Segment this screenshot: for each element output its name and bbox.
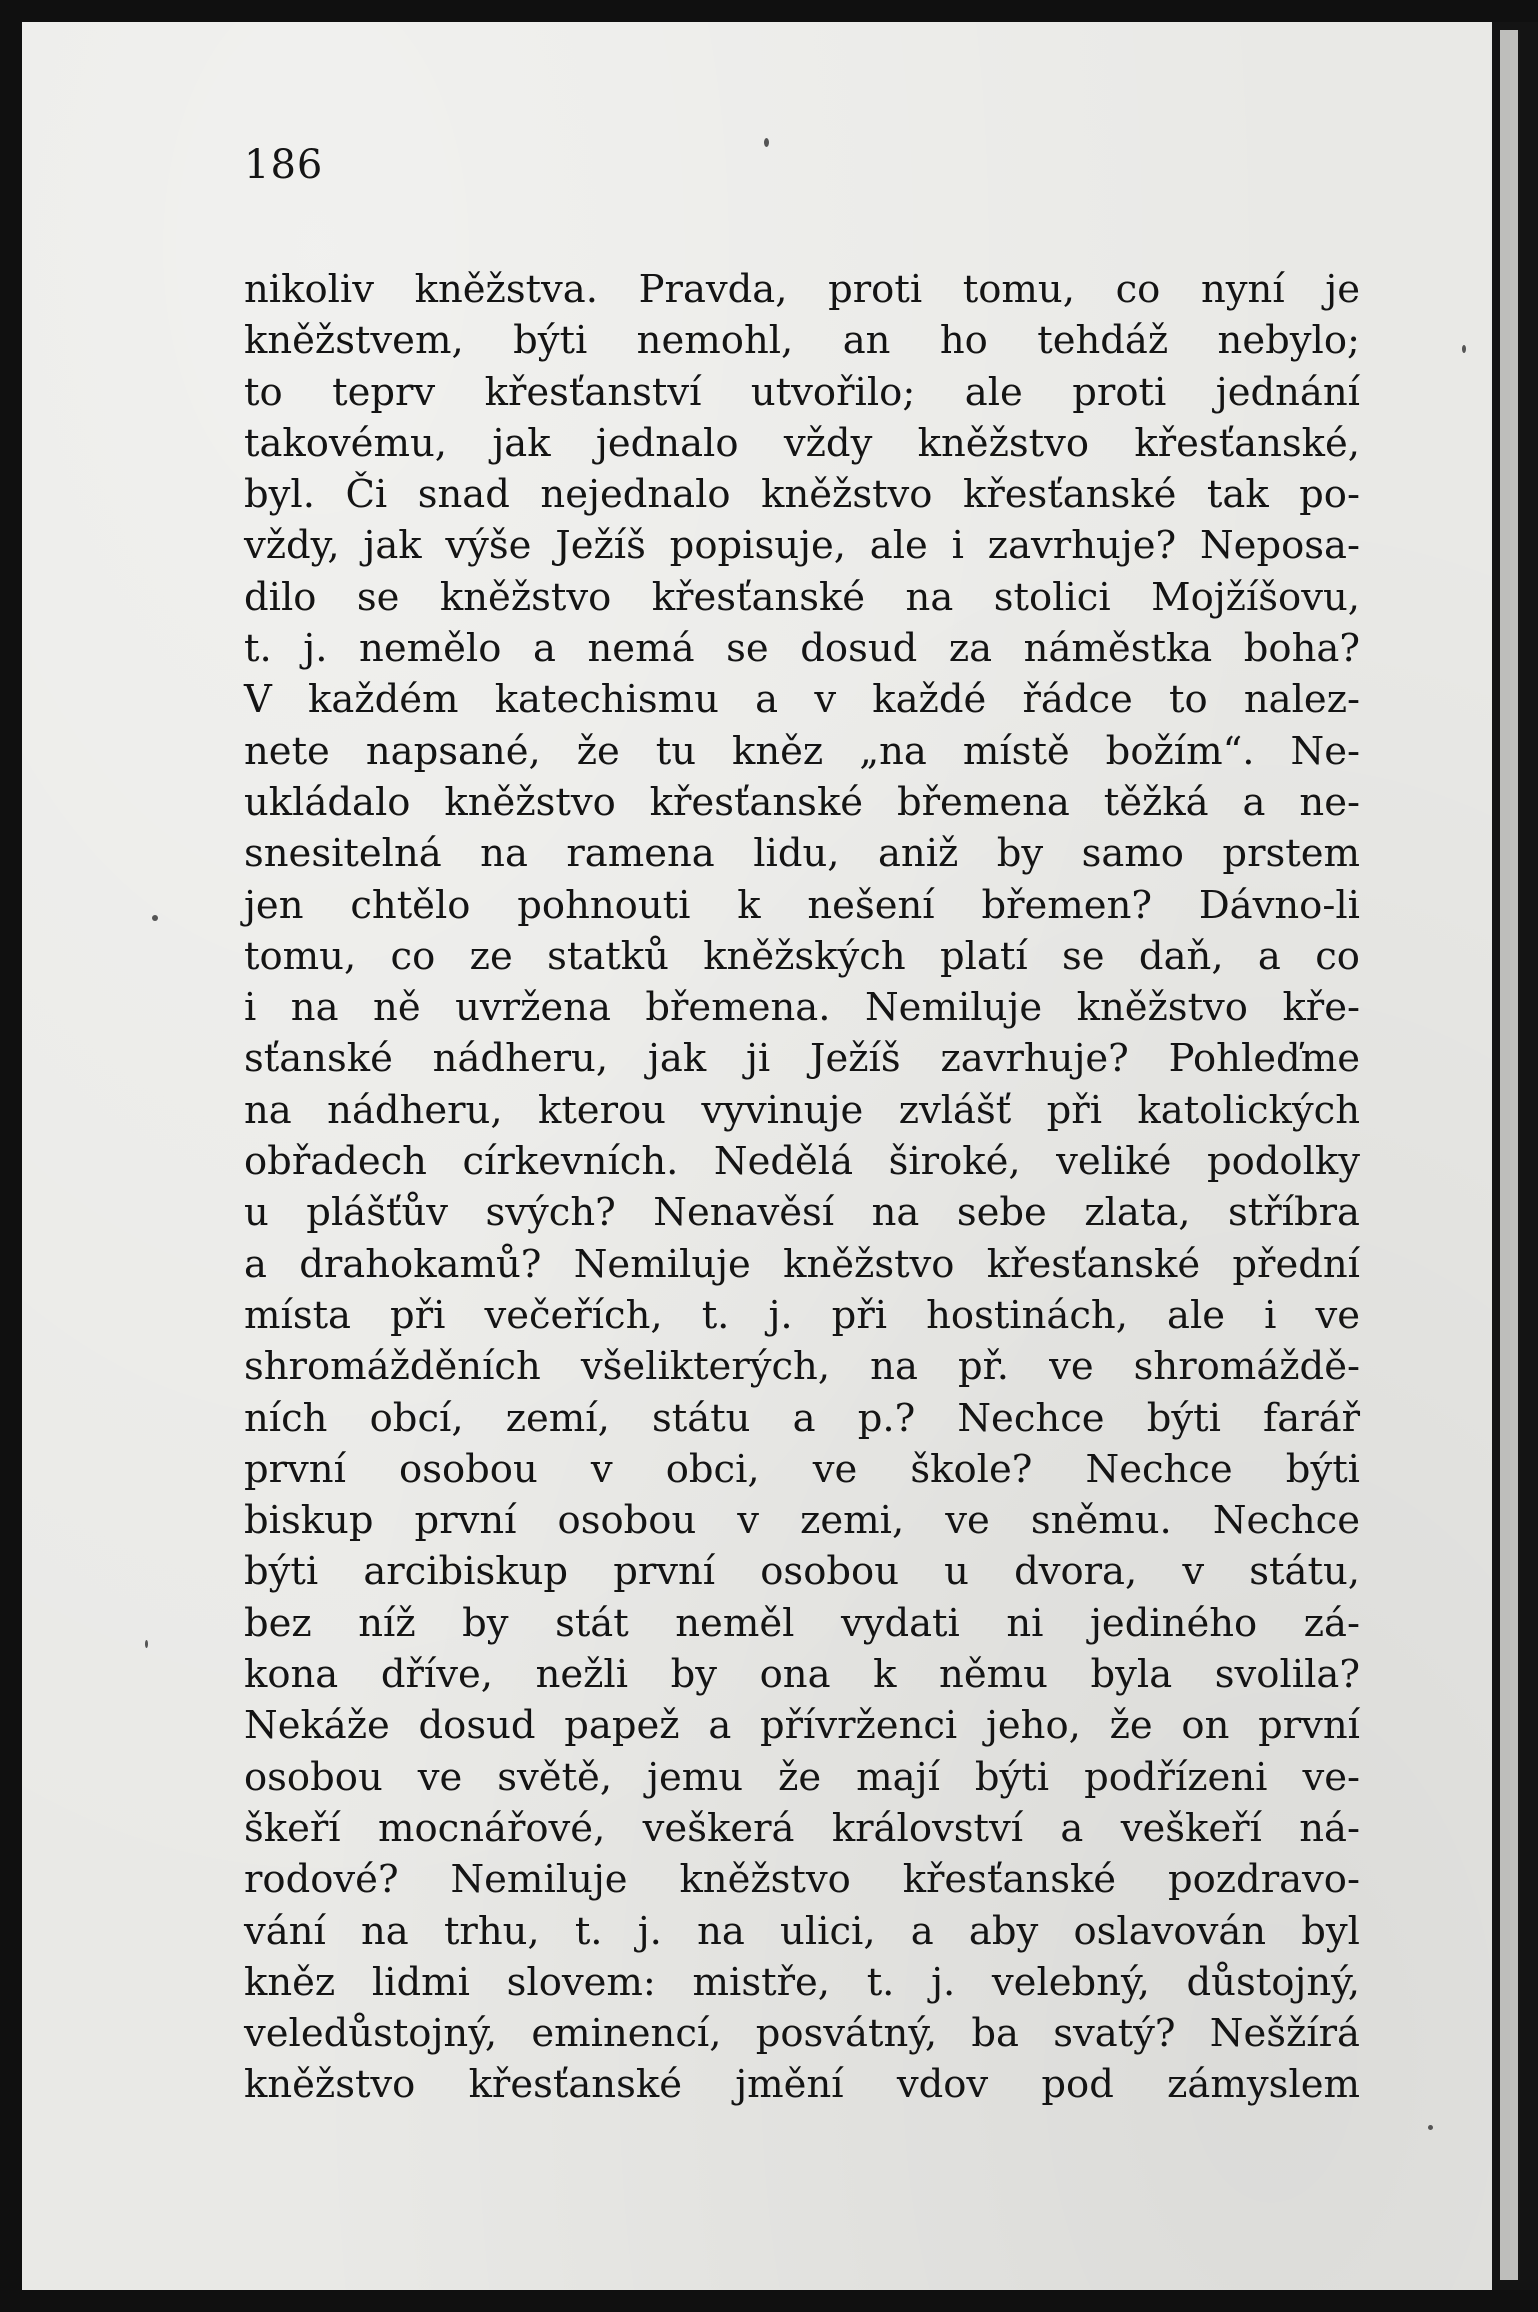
text-line: kněžstvo křesťanské jmění vdov pod zámyslem	[244, 2062, 1360, 2108]
text-line: jen chtělo pohnouti k nešení břemen? Dávno-li	[244, 882, 1360, 928]
text-line: rodové? Nemiluje kněžstvo křesťanské pozdravo-	[244, 1857, 1360, 1903]
text-line: první osobou v obci, ve škole? Nechce býti	[244, 1446, 1360, 1492]
text-line: i na ně uvržena břemena. Nemiluje kněžstvo kře-	[244, 985, 1360, 1031]
text-line: místa při večeřích, t. j. při hostinách, ale i ve	[244, 1292, 1360, 1338]
text-line: byl. Či snad nejednalo kněžstvo křesťanské tak po-	[244, 472, 1360, 518]
paper-speck	[145, 1640, 148, 1648]
text-line: ních obcí, zemí, státu a p.? Nechce býti farář	[244, 1395, 1360, 1441]
text-line: to teprv křesťanství utvořilo; ale proti jednání	[244, 369, 1360, 415]
paper-speck	[1428, 2125, 1433, 2130]
text-line: na nádheru, kterou vyvinuje zvlášť při katolických	[244, 1087, 1360, 1133]
adjacent-page-strip	[1500, 30, 1518, 2280]
text-line: škeří mocnářové, veškerá království a veškeří ná-	[244, 1805, 1360, 1851]
text-line: vání na trhu, t. j. na ulici, a aby oslavován byl	[244, 1908, 1360, 1954]
text-line: bez níž by stát neměl vydati ni jediného zá-	[244, 1600, 1360, 1646]
text-line: Nekáže dosud papež a přívrženci jeho, že on první	[244, 1703, 1360, 1749]
text-line: shromážděních všelikterých, na př. ve shromáždě-	[244, 1344, 1360, 1390]
text-line: obřadech církevních. Nedělá široké, veliké podolky	[244, 1139, 1360, 1185]
text-line: a drahokamů? Nemiluje kněžstvo křesťanské přední	[244, 1241, 1360, 1287]
text-line: kona dříve, nežli by ona k němu byla svolila?	[244, 1652, 1360, 1698]
text-line: dilo se kněžstvo křesťanské na stolici Mojžíšovu,	[244, 574, 1360, 620]
text-line: veledůstojný, eminencí, posvátný, ba svatý? Nešžírá	[244, 2011, 1360, 2057]
page-number: 186	[244, 142, 324, 188]
body-text	[244, 264, 1360, 2111]
text-line: ukládalo kněžstvo křesťanské břemena těžká a ne-	[244, 779, 1360, 825]
text-line: nete napsané, že tu kněz „na místě božím“. Ne-	[244, 728, 1360, 774]
text-line: býti arcibiskup první osobou u dvora, v státu,	[244, 1549, 1360, 1595]
paper-speck	[152, 915, 158, 921]
text-line: kněžstvem, býti nemohl, an ho tehdáž nebylo;	[244, 318, 1360, 364]
paper-speck	[1462, 345, 1466, 353]
text-line: V každém katechismu a v každé řádce to nalez-	[244, 677, 1360, 723]
text-line: sťanské nádheru, jak ji Ježíš zavrhuje? Pohleďme	[244, 1036, 1360, 1082]
text-line: tomu, co ze statků kněžských platí se daň, a co	[244, 933, 1360, 979]
text-line: u plášťův svých? Nenavěsí na sebe zlata, stříbra	[244, 1190, 1360, 1236]
text-line: takovému, jak jednalo vždy kněžstvo křesťanské,	[244, 420, 1360, 466]
text-line: osobou ve světě, jemu že mají býti podřízeni ve-	[244, 1754, 1360, 1800]
text-line: vždy, jak výše Ježíš popisuje, ale i zavrhuje? Neposa-	[244, 523, 1360, 569]
text-line: kněz lidmi slovem: mistře, t. j. velebný, důstojný,	[244, 1959, 1360, 2005]
text-line: biskup první osobou v zemi, ve sněmu. Nechce	[244, 1498, 1360, 1544]
text-line: nikoliv kněžstva. Pravda, proti tomu, co nyní je	[244, 267, 1360, 312]
paper-speck	[764, 138, 769, 147]
text-line: t. j. nemělo a nemá se dosud za náměstka boha?	[244, 626, 1360, 672]
text-line: snesitelná na ramena lidu, aniž by samo prstem	[244, 831, 1360, 877]
